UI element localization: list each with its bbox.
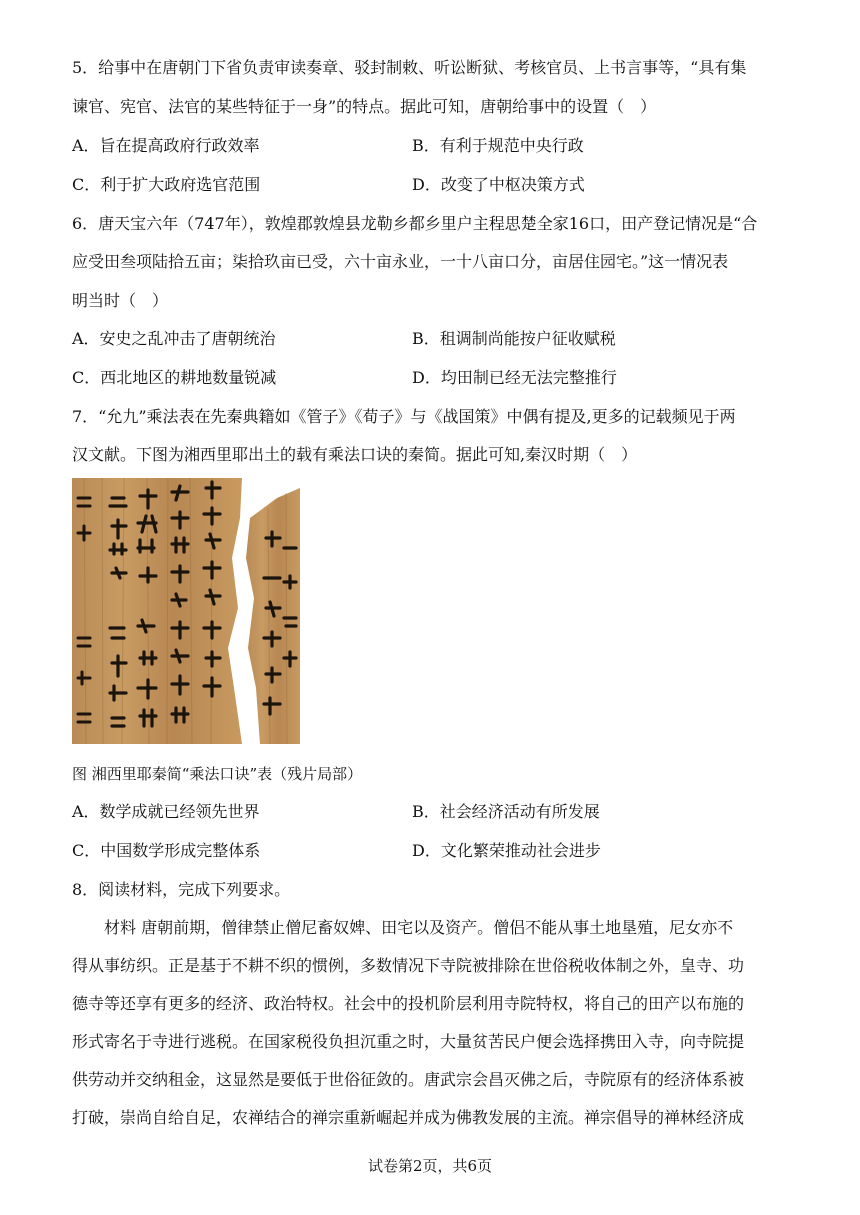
q6-option-b[interactable]: B．租调制尚能按户征收赋税 bbox=[412, 329, 616, 348]
q8-material-line1: 材料 唐朝前期，僧律禁止僧尼畜奴婢、田宅以及资产。僧侣不能从事土地垦殖，尼女亦不 bbox=[104, 918, 734, 937]
q8-material-line6: 打破，崇尚自给自足，农禅结合的禅宗重新崛起并成为佛教发展的主流。禅宗倡导的禅林经济成 bbox=[72, 1108, 745, 1127]
q6-option-c[interactable]: C．西北地区的耕地数量锐减 bbox=[72, 368, 277, 387]
q7-option-a[interactable]: A．数学成就已经领先世界 bbox=[72, 802, 260, 821]
q5-stem-line1: 5．给事中在唐朝门下省负责审读奏章、驳封制敕、听讼断狱、考核官员、上书言事等，“具有集 bbox=[72, 58, 747, 77]
bamboo-slip-image bbox=[72, 478, 300, 744]
q7-stem-line2: 汉文献。下图为湘西里耶出土的载有乘法口诀的秦简。据此可知,秦汉时期（ ） bbox=[72, 445, 638, 464]
q5-option-d[interactable]: D．改变了中枢决策方式 bbox=[412, 175, 585, 194]
q5-option-b[interactable]: B．有利于规范中央行政 bbox=[412, 136, 584, 155]
q8-material-line5: 供劳动并交纳租金，这显然是要低于世俗征敛的。唐武宗会昌灭佛之后，寺院原有的经济体系被 bbox=[72, 1070, 745, 1089]
page-footer: 试卷第2页，共6页 bbox=[367, 1157, 493, 1175]
image-caption: 图 湘西里耶秦简“乘法口诀”表（残片局部） bbox=[72, 765, 363, 783]
q5-option-c[interactable]: C．利于扩大政府选官范围 bbox=[72, 175, 261, 194]
q6-option-d[interactable]: D．均田制已经无法完整推行 bbox=[412, 368, 617, 387]
q5-option-a[interactable]: A．旨在提高政府行政效率 bbox=[72, 136, 260, 155]
q8-material-line3: 德寺等还享有更多的经济、政治特权。社会中的投机阶层利用寺院特权，将自己的田产以布施的 bbox=[72, 994, 745, 1013]
q7-option-d[interactable]: D．文化繁荣推动社会进步 bbox=[412, 841, 601, 860]
q8-material-line4: 形式寄名于寺进行逃税。在国家税役负担沉重之时，大量贫苦民户便会选择携田入寺，向寺院提 bbox=[72, 1032, 745, 1051]
q5-stem-line2: 谏官、宪官、法官的某些特征于一身”的特点。据此可知，唐朝给事中的设置（ ） bbox=[72, 97, 657, 116]
q8-stem: 8．阅读材料，完成下列要求。 bbox=[72, 880, 291, 899]
q6-stem-line1: 6．唐天宝六年（747年），敦煌郡敦煌县龙勒乡都乡里户主程思楚全家16口，田产登记情况是“合 bbox=[72, 214, 758, 233]
q8-material-line2: 得从事纺织。正是基于不耕不织的惯例，多数情况下寺院被排除在世俗税收体制之外，皇寺、功 bbox=[72, 956, 745, 975]
q7-stem-line1: 7．“允九”乘法表在先秦典籍如《管子》《荀子》与《战国策》中偶有提及,更多的记载频见于两 bbox=[72, 407, 736, 426]
q6-stem-line3: 明当时（ ） bbox=[72, 291, 169, 310]
q7-option-b[interactable]: B．社会经济活动有所发展 bbox=[412, 802, 600, 821]
q6-option-a[interactable]: A．安史之乱冲击了唐朝统治 bbox=[72, 329, 276, 348]
q7-option-c[interactable]: C．中国数学形成完整体系 bbox=[72, 841, 261, 860]
q6-stem-line2: 应受田叁项陆拾五亩；柒拾玖亩已受，六十亩永业，一十八亩口分，亩居住园宅。”这一情况表 bbox=[72, 252, 729, 271]
